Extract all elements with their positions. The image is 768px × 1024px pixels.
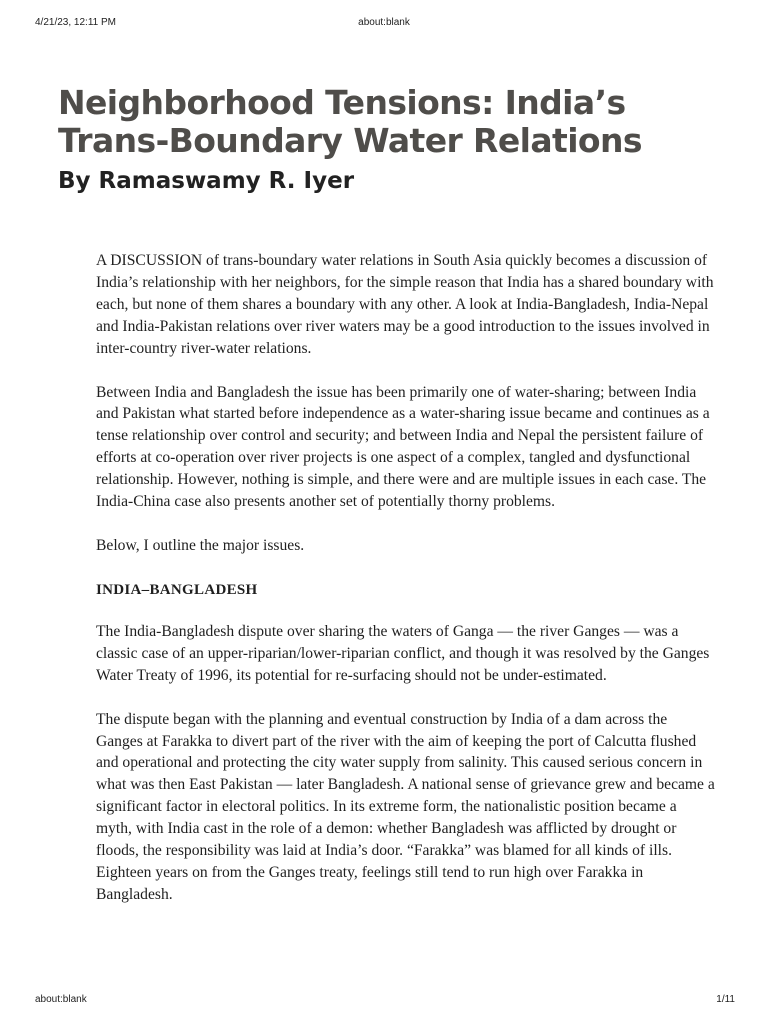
article-title: Neighborhood Tensions: India’s Trans-Boundary Water Relations: [58, 83, 642, 160]
print-footer: [0, 994, 768, 1008]
page-number: 1/11: [716, 994, 735, 1005]
body-paragraph: Between India and Bangladesh the issue has been primarily one of water-sharing; between India and Pakistan what started before independence as a water-sharing issue became and continues as a tense relationship over control and security; and between India and Nepal the persistent failure of efforts at co-operation over river projects is one aspect of a complex, tangled and dysfunctional relationship. However, nothing is simple, and there were and are multiple issues in each case. The India-China case also presents another set of potentially thorny problems.: [96, 383, 710, 511]
article-byline: By Ramaswamy R. Iyer: [58, 168, 355, 194]
print-header-url: about:blank: [358, 17, 410, 28]
print-datetime: 4/21/23, 12:11 PM: [35, 17, 116, 28]
print-footer-url: about:blank: [35, 994, 87, 1005]
body-paragraph: The India-Bangladesh dispute over sharing the waters of Ganga — the river Ganges — was a classic case of an upper-riparian/lower-riparian conflict, and though it was resolved by the Ganges Water Treaty of 1996, its potential for re-surfacing should not be under-estimated.: [96, 622, 710, 684]
body-paragraph: A DISCUSSION of trans-boundary water relations in South Asia quickly becomes a discussion of India’s relationship with her neighbors, for the simple reason that India has a shared boundary with each, but none of them shares a boundary with any other. A look at India-Bangladesh, India-Nepal and India-Pakistan relations over river waters may be a good introduction to the issues involved in inter-country river-water relations.: [96, 252, 714, 357]
body-paragraph: The dispute began with the planning and eventual construction by India of a dam across the Ganges at Farakka to divert part of the river with the aim of keeping the port of Calcutta flushed and operational and protecting the city water supply from salinity. This caused serious concern in what was then East Pakistan — later Bangladesh. A national sense of grievance grew and became a significant factor in electoral politics. In its extreme form, the nationalistic position became a myth, with India cast in the role of a demon: whether Bangladesh was afflicted by drought or floods, the responsibility was laid at India’s door. “Farakka” was blamed for all kinds of ills. Eighteen years on from the Ganges treaty, feelings still tend to run high over Farakka in Bangladesh.: [96, 710, 715, 903]
section-heading: INDIA–BANGLADESH: [96, 581, 258, 598]
article-body: [96, 250, 716, 928]
print-header: [0, 17, 768, 31]
body-paragraph: Below, I outline the major issues.: [96, 536, 305, 554]
